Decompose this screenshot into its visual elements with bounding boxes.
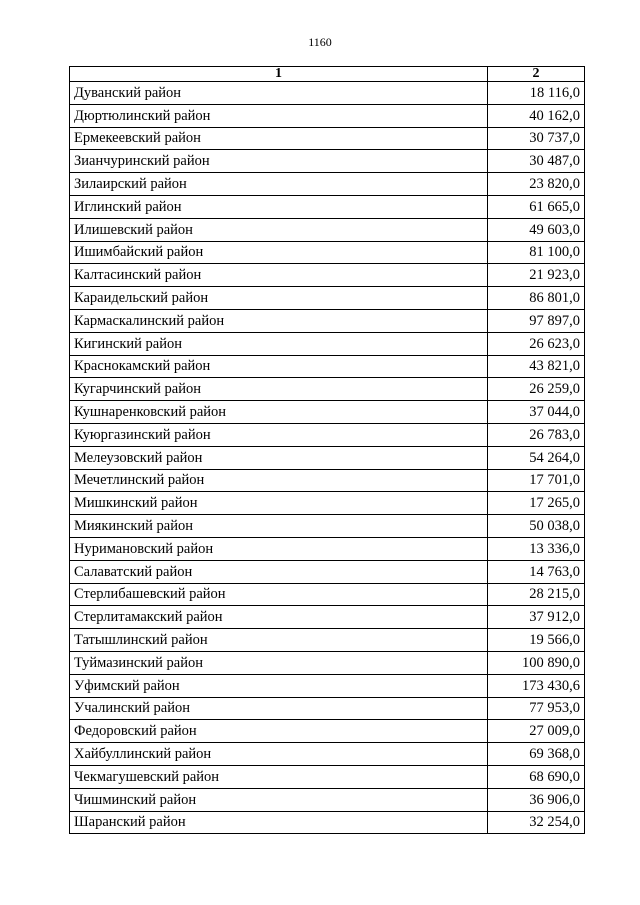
amount-cell: 14 763,0 [488,560,585,583]
table-row [70,218,585,241]
table-row [70,765,585,788]
table-row [70,195,585,218]
table-row [70,264,585,287]
amount-cell: 37 044,0 [488,401,585,424]
district-name-cell: Салаватский район [70,560,488,583]
table-row [70,788,585,811]
table-row [70,332,585,355]
amount-cell: 30 737,0 [488,127,585,150]
district-name-cell: Татышлинский район [70,629,488,652]
amount-cell: 23 820,0 [488,173,585,196]
district-name-cell: Федоровский район [70,720,488,743]
amount-cell: 40 162,0 [488,104,585,127]
amount-cell: 54 264,0 [488,446,585,469]
table-row [70,469,585,492]
district-name-cell: Туймазинский район [70,651,488,674]
amount-cell: 86 801,0 [488,287,585,310]
amount-cell: 36 906,0 [488,788,585,811]
table-row [70,378,585,401]
district-name-cell: Мишкинский район [70,492,488,515]
district-name-cell: Зианчуринский район [70,150,488,173]
amount-cell: 18 116,0 [488,82,585,105]
table-row [70,401,585,424]
table-row [70,720,585,743]
district-name-cell: Чекмагушевский район [70,765,488,788]
district-name-cell: Дюртюлинский район [70,104,488,127]
district-name-cell: Кушнаренковский район [70,401,488,424]
amount-cell: 13 336,0 [488,537,585,560]
district-name-cell: Хайбуллинский район [70,743,488,766]
table-row [70,606,585,629]
page-number: 1160 [308,35,332,49]
amount-cell: 37 912,0 [488,606,585,629]
district-name-cell: Ермекеевский район [70,127,488,150]
district-name-cell: Ишимбайский район [70,241,488,264]
table-body [70,82,585,834]
amount-cell: 26 623,0 [488,332,585,355]
amount-cell: 173 430,6 [488,674,585,697]
district-name-cell: Дуванский район [70,82,488,105]
district-name-cell: Шаранский район [70,811,488,834]
table-row [70,127,585,150]
district-name-cell: Стерлибашевский район [70,583,488,606]
district-name-cell: Мечетлинский район [70,469,488,492]
amount-cell: 17 265,0 [488,492,585,515]
table-row [70,309,585,332]
table-row [70,104,585,127]
amount-cell: 30 487,0 [488,150,585,173]
table-row [70,173,585,196]
district-name-cell: Краснокамский район [70,355,488,378]
district-name-cell: Мелеузовский район [70,446,488,469]
table-row [70,560,585,583]
table-row [70,287,585,310]
district-name-cell: Кигинский район [70,332,488,355]
amount-cell: 81 100,0 [488,241,585,264]
amount-cell: 19 566,0 [488,629,585,652]
district-name-cell: Чишминский район [70,788,488,811]
district-name-cell: Нуримановский район [70,537,488,560]
table-row [70,674,585,697]
amount-cell: 27 009,0 [488,720,585,743]
amount-cell: 26 783,0 [488,423,585,446]
table-row [70,583,585,606]
amount-cell: 32 254,0 [488,811,585,834]
amount-cell: 21 923,0 [488,264,585,287]
amount-cell: 28 215,0 [488,583,585,606]
table-row [70,515,585,538]
amount-cell: 17 701,0 [488,469,585,492]
amount-cell: 97 897,0 [488,309,585,332]
district-name-cell: Учалинский район [70,697,488,720]
district-name-cell: Кугарчинский район [70,378,488,401]
table-row [70,811,585,834]
table-row [70,355,585,378]
amount-cell: 43 821,0 [488,355,585,378]
amount-cell: 69 368,0 [488,743,585,766]
amount-cell: 68 690,0 [488,765,585,788]
district-name-cell: Зилаирский район [70,173,488,196]
district-table [69,66,585,834]
table-row [70,697,585,720]
district-name-cell: Кармаскалинский район [70,309,488,332]
district-name-cell: Калтасинский район [70,264,488,287]
district-name-cell: Миякинский район [70,515,488,538]
amount-cell: 100 890,0 [488,651,585,674]
amount-cell: 49 603,0 [488,218,585,241]
table-row [70,629,585,652]
amount-cell: 26 259,0 [488,378,585,401]
table-row [70,241,585,264]
table-header-row [70,67,585,82]
district-name-cell: Иглинский район [70,195,488,218]
district-name-cell: Караидельский район [70,287,488,310]
table-row [70,446,585,469]
table-row [70,492,585,515]
amount-cell: 50 038,0 [488,515,585,538]
district-name-cell: Уфимский район [70,674,488,697]
table-row [70,743,585,766]
table-row [70,651,585,674]
district-name-cell: Стерлитамакский район [70,606,488,629]
table-row [70,150,585,173]
district-name-cell: Куюргазинский район [70,423,488,446]
table-row [70,537,585,560]
amount-cell: 77 953,0 [488,697,585,720]
amount-cell: 61 665,0 [488,195,585,218]
table-row [70,82,585,105]
district-name-cell: Илишевский район [70,218,488,241]
table-row [70,423,585,446]
column-header-2: 2 [488,67,585,82]
column-header-1: 1 [70,67,488,82]
